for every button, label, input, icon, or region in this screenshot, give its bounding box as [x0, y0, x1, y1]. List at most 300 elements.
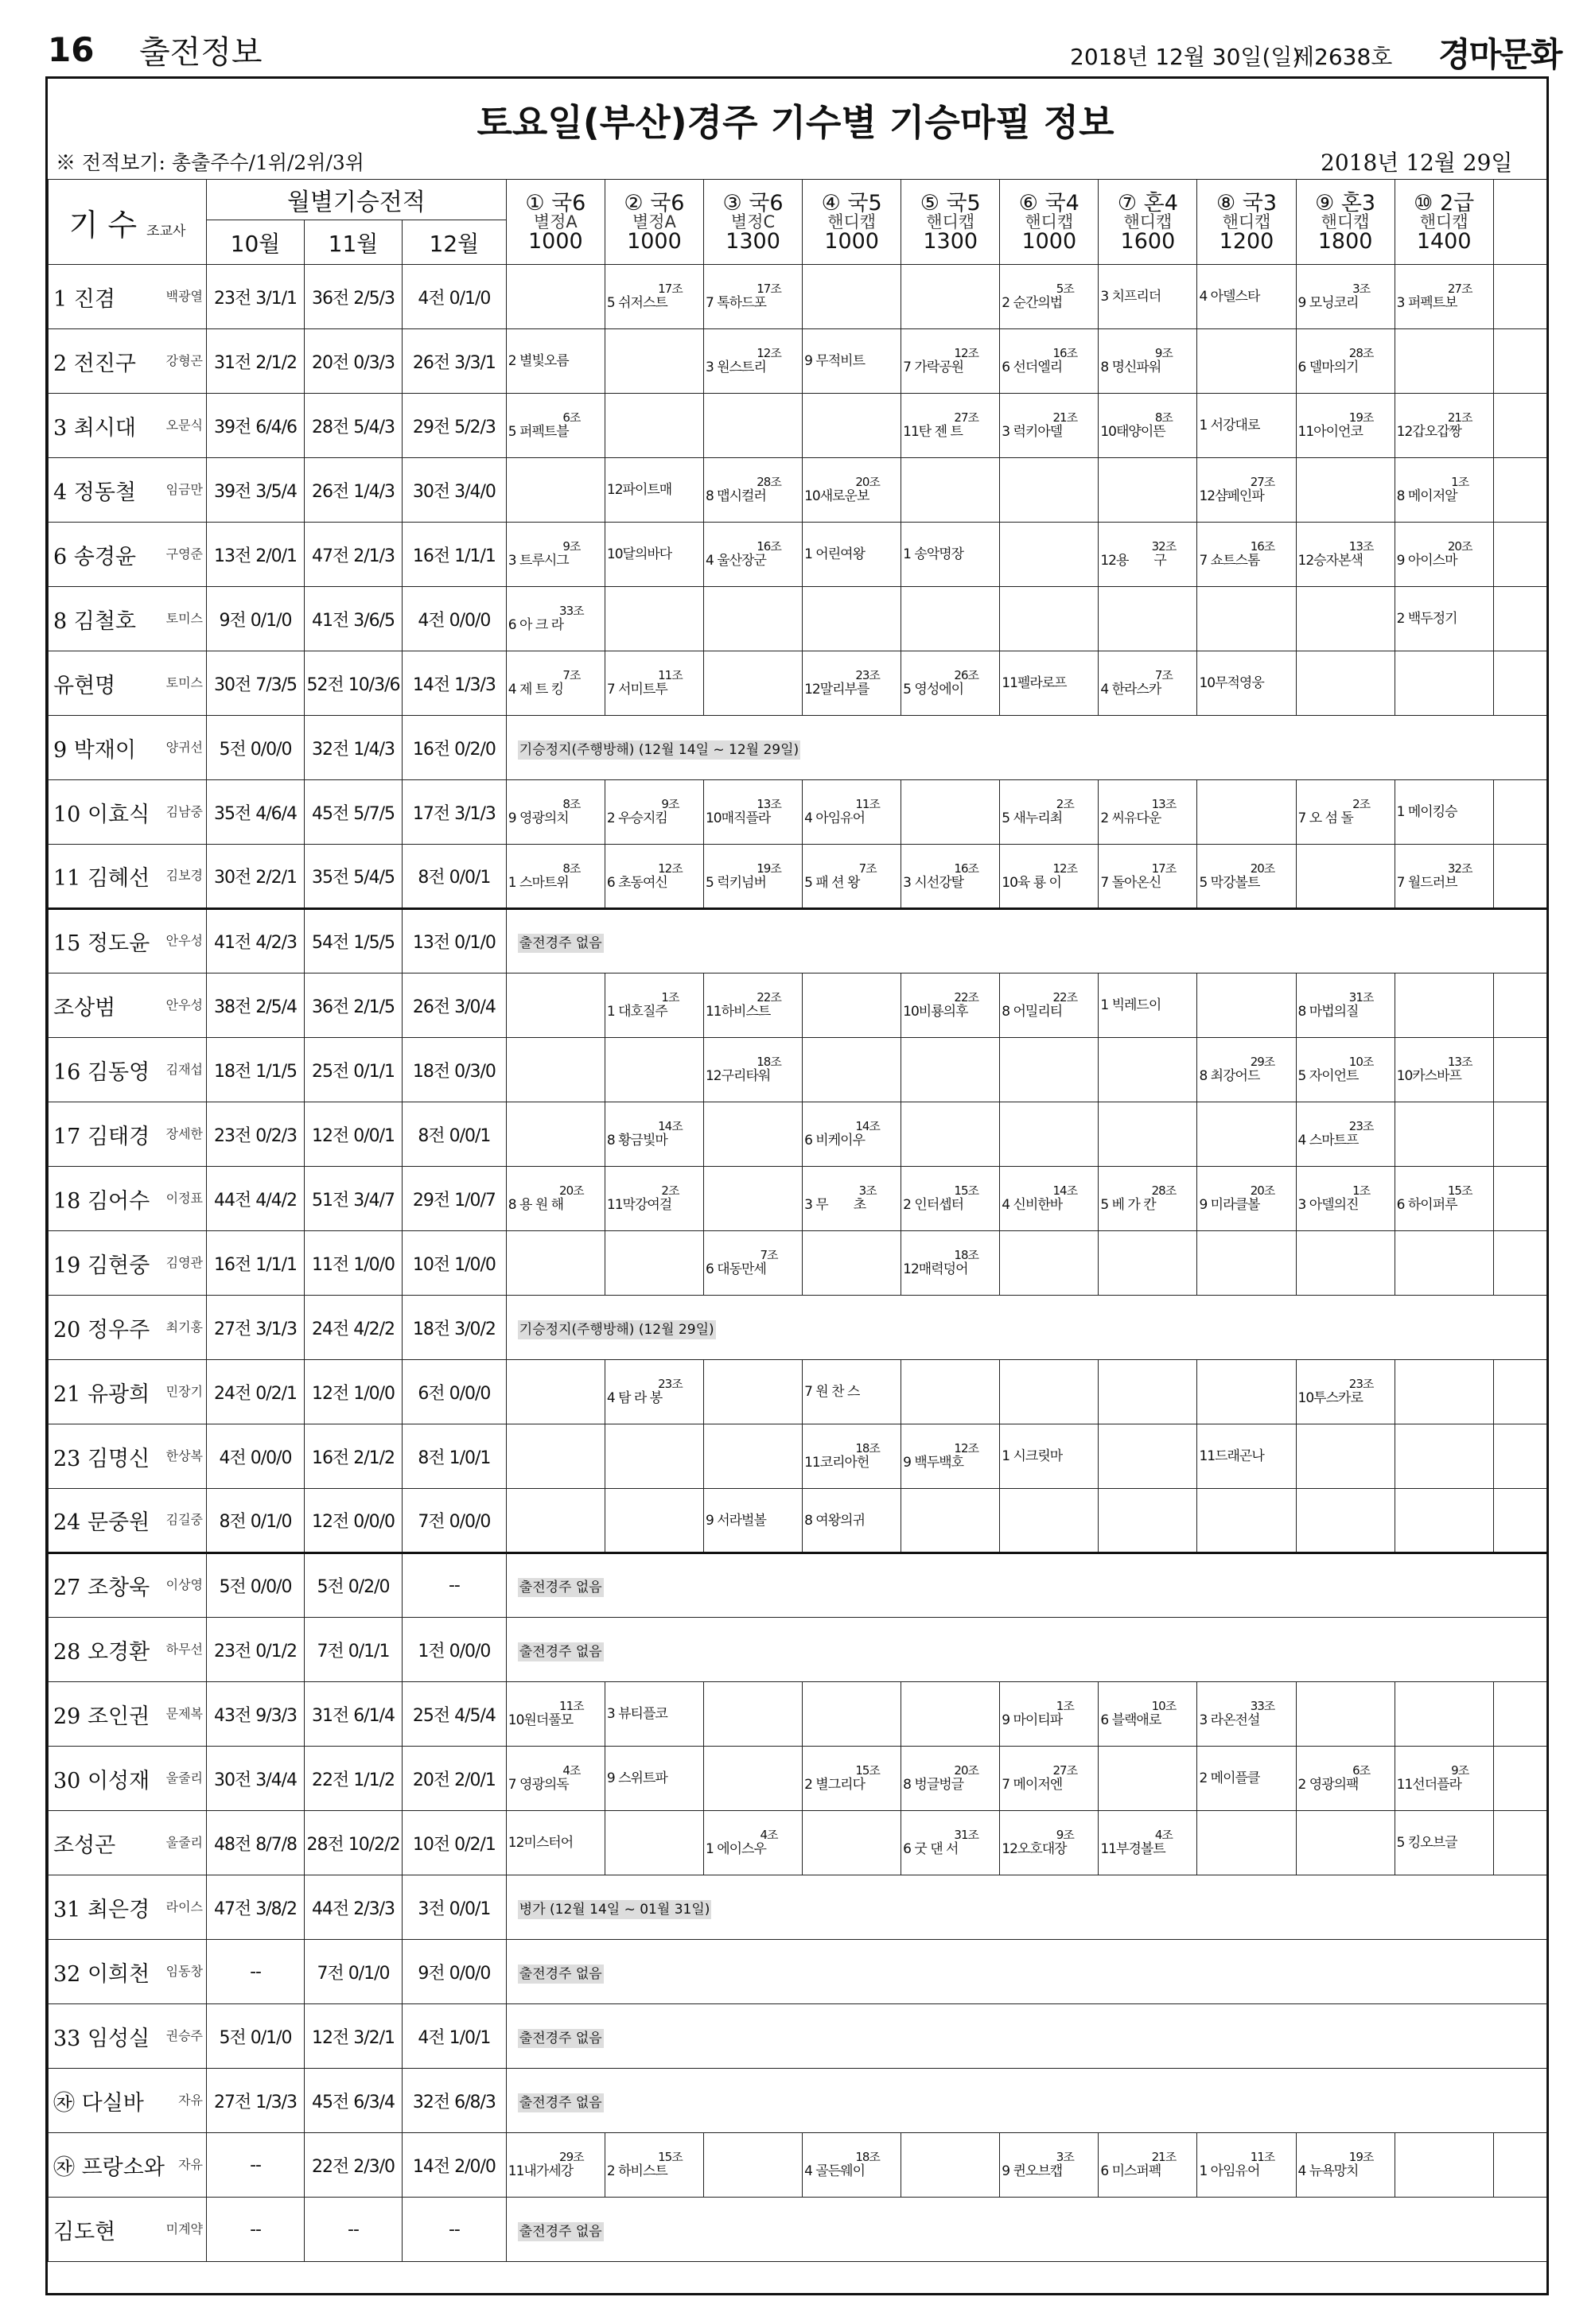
race-entry-cell	[803, 1038, 901, 1102]
horse-name: 9 무적비트	[804, 353, 865, 369]
trainer-name: 안우성	[165, 997, 204, 1012]
race-entry-cell	[605, 1167, 703, 1231]
trainer-name: 문제복	[165, 1705, 204, 1721]
race-entry-cell	[1296, 587, 1395, 651]
status-note: 출전경주 없음	[519, 1965, 602, 1982]
race-entry-cell	[803, 1102, 901, 1167]
horse-name: 10투스카로	[1297, 1390, 1363, 1406]
record-nov: 12전 0/0/0	[305, 1489, 403, 1553]
horse-name: 12말리부를	[804, 682, 869, 698]
gate-group: 3조	[1352, 282, 1371, 296]
horse-name: 5 킹오브글	[1396, 1835, 1457, 1851]
gate-group: 16조	[1052, 346, 1078, 360]
race-entry-cell	[901, 1167, 1000, 1231]
race-entry-cell	[1296, 523, 1395, 587]
gate-group: 16조	[1250, 539, 1275, 554]
record-dec: --	[402, 2198, 506, 2262]
record-oct: 27전 3/1/3	[207, 1296, 305, 1360]
race-entry-cell	[901, 394, 1000, 458]
horse-name: 11선더플라	[1396, 1777, 1461, 1793]
horse-name: 3 럭키아델	[1002, 424, 1063, 440]
race-header-5	[901, 180, 1000, 265]
gate-group: 10조	[1348, 1055, 1374, 1069]
horse-name: 3 라온전설	[1199, 1712, 1260, 1728]
horse-name: 5 자이언트	[1297, 1068, 1359, 1084]
horse-name: 1 어린여왕	[804, 546, 865, 562]
race-entry-cell	[1197, 1811, 1296, 1875]
jockey-name-cell	[49, 2198, 207, 2262]
race-entry-cell	[506, 651, 605, 716]
horse-name: 7 톡하드포	[705, 295, 766, 311]
record-oct: --	[207, 2133, 305, 2198]
race-entry-cell	[506, 1811, 605, 1875]
gate-group: 32조	[1151, 539, 1177, 554]
race-entry-cell	[1197, 780, 1296, 845]
horse-name: 8 메이저알	[1396, 488, 1457, 504]
race-dist: 1000	[527, 228, 583, 254]
race-dist: 1200	[1219, 228, 1274, 254]
jockey-name-cell	[49, 1747, 207, 1811]
race-entry-cell	[506, 974, 605, 1038]
race-entry-cell	[901, 1360, 1000, 1424]
race-entry-cell	[1296, 1747, 1395, 1811]
record-oct: 23전 3/1/1	[207, 265, 305, 329]
race-entry-cell	[1296, 394, 1395, 458]
record-oct: 31전 2/1/2	[207, 329, 305, 394]
race-entry-cell	[1099, 1360, 1197, 1424]
jockey-name: 24 문중원	[53, 1510, 150, 1535]
horse-name: 12구리타워	[705, 1068, 771, 1084]
gate-group: 22조	[1052, 990, 1078, 1005]
race-entry-cell	[1197, 1167, 1296, 1231]
race-entry-cell	[1395, 458, 1493, 523]
race-entry-cell	[506, 458, 605, 523]
race-entry-cell	[1296, 651, 1395, 716]
jockey-name-cell	[49, 458, 207, 523]
horse-name: 8 황금빛마	[606, 1133, 667, 1148]
record-nov: 16전 2/1/2	[305, 1424, 403, 1489]
race-entry-cell	[506, 1231, 605, 1296]
horse-name: 5 퍼펙트블	[508, 424, 569, 440]
gate-group: 21조	[1151, 2150, 1177, 2164]
horse-name: 8 여왕의귀	[804, 1512, 865, 1529]
gate-group: 13조	[757, 797, 781, 811]
race-entry-cell	[1000, 780, 1099, 845]
race-entry-cell	[1099, 394, 1197, 458]
status-note-cell	[506, 2198, 1546, 2262]
blank-cell	[1493, 394, 1546, 458]
record-oct: 47전 3/8/2	[207, 1875, 305, 1940]
page-number: 16	[48, 30, 95, 69]
newspaper-logo: 경마문화	[1438, 35, 1562, 74]
horse-name: 11코리아헌	[804, 1455, 869, 1471]
gate-group: 28조	[1348, 346, 1374, 360]
horse-name: 7 서미트투	[606, 682, 667, 698]
gate-group: 12조	[757, 346, 781, 360]
race-entry-cell	[605, 1360, 703, 1424]
record-dec: 8전 0/0/1	[402, 1102, 506, 1167]
status-note-cell	[506, 2004, 1546, 2069]
horse-name: 1 시크릿마	[1002, 1448, 1063, 1464]
record-oct: 24전 0/2/1	[207, 1360, 305, 1424]
horse-name: 6 굿 댄 서	[903, 1841, 959, 1857]
record-dec: 32전 6/8/3	[402, 2069, 506, 2133]
race-entry-cell	[1000, 845, 1099, 909]
race-entry-cell	[506, 1682, 605, 1747]
race-entry-cell	[703, 329, 802, 394]
record-dec: 25전 4/5/4	[402, 1682, 506, 1747]
table-row	[49, 587, 1547, 651]
jockey-name-cell	[49, 1102, 207, 1167]
record-nov: 28전 10/2/2	[305, 1811, 403, 1875]
gate-group: 27조	[954, 410, 978, 425]
jockey-name: 19 김현중	[53, 1253, 150, 1278]
jockey-name: 23 김명신	[53, 1446, 150, 1471]
gate-group: 12조	[954, 346, 978, 360]
race-entry-cell	[1000, 1489, 1099, 1553]
table-row	[49, 1618, 1547, 1682]
gate-group: 9조	[1056, 1828, 1074, 1842]
record-oct: 44전 4/4/2	[207, 1167, 305, 1231]
record-nov: 51전 3/4/7	[305, 1167, 403, 1231]
record-nov: 35전 5/4/5	[305, 845, 403, 909]
status-note: 출전경주 없음	[519, 2030, 602, 2046]
trainer-name: 김재섭	[165, 1061, 204, 1077]
gate-group: 10조	[1151, 1699, 1177, 1713]
gate-group: 19조	[1348, 2150, 1374, 2164]
race-cond: 핸디캡	[1123, 212, 1173, 231]
race-entry-cell	[703, 1747, 802, 1811]
horse-name: 5 패 션 왕	[804, 874, 860, 891]
race-entry-cell	[803, 1682, 901, 1747]
race-entry-cell	[605, 394, 703, 458]
race-header-10	[1395, 180, 1493, 265]
issue-number: 제2638호	[1293, 44, 1393, 70]
record-dec: 18전 3/0/2	[402, 1296, 506, 1360]
record-nov: 12전 1/0/0	[305, 1360, 403, 1424]
horse-name: 5 영성에이	[903, 682, 964, 698]
gate-group: 13조	[1447, 1055, 1472, 1069]
race-entry-cell	[605, 1682, 703, 1747]
race-entry-cell	[605, 1747, 703, 1811]
race-entry-cell	[901, 265, 1000, 329]
status-note: 출전경주 없음	[519, 1580, 602, 1595]
race-entry-cell	[1395, 265, 1493, 329]
gate-group: 15조	[1447, 1183, 1472, 1198]
horse-name: 10육 룡 이	[1002, 874, 1061, 891]
horse-name: 12승자본색	[1297, 553, 1363, 569]
race-dist: 1000	[824, 228, 879, 254]
gate-group: 12조	[658, 861, 683, 876]
gate-group: 32조	[1447, 861, 1472, 876]
race-entry-cell	[1296, 1811, 1395, 1875]
gate-group: 1조	[1056, 1699, 1074, 1713]
race-entry-cell	[1000, 1682, 1099, 1747]
jockey-name-cell	[49, 1038, 207, 1102]
race-entry-cell	[1197, 458, 1296, 523]
jockey-name: 30 이성재	[53, 1768, 150, 1794]
race-entry-cell	[1296, 329, 1395, 394]
horse-name: 12미스터어	[508, 1835, 574, 1851]
horse-name: 3 시선강탈	[903, 874, 964, 891]
record-nov: 45전 6/3/4	[305, 2069, 403, 2133]
race-entry-cell	[703, 845, 802, 909]
race-entry-cell	[1296, 1231, 1395, 1296]
trainer-name: 자유	[178, 2156, 204, 2172]
table-row	[49, 974, 1547, 1038]
horse-name: 10비룡의후	[903, 1004, 968, 1020]
jockey-name-cell	[49, 1682, 207, 1747]
status-note: 출전경주 없음	[519, 935, 602, 951]
trainer-name: 미계약	[165, 2221, 204, 2237]
horse-name: 1 아임유어	[1199, 2163, 1260, 2179]
horse-name: 7 가락공원	[903, 359, 964, 375]
race-entry-cell	[1296, 265, 1395, 329]
race-entry-cell	[703, 651, 802, 716]
horse-name: 10새로운보	[804, 488, 869, 504]
race-entry-cell	[1395, 587, 1493, 651]
trainer-name: 한상복	[165, 1448, 204, 1463]
race-entry-cell	[1296, 1360, 1395, 1424]
jockey-name: 20 정우주	[53, 1317, 150, 1343]
record-nov: 20전 0/3/3	[305, 329, 403, 394]
gate-group: 2조	[661, 1183, 679, 1198]
jockey-rows	[49, 265, 1547, 2262]
race-entry-cell	[1000, 1424, 1099, 1489]
gate-group: 1조	[661, 990, 679, 1005]
race-entry-cell	[1296, 1038, 1395, 1102]
race-entry-cell	[605, 1811, 703, 1875]
horse-name: 4 스마트프	[1297, 1133, 1359, 1148]
record-oct: 27전 1/3/3	[207, 2069, 305, 2133]
race-entry-cell	[506, 1167, 605, 1231]
horse-name: 8 맵시컬러	[705, 488, 766, 504]
horse-name: 6 선더엘리	[1002, 359, 1063, 375]
race-entry-cell	[901, 651, 1000, 716]
horse-name: 2 하비스트	[606, 2163, 667, 2179]
race-entry-cell	[1296, 780, 1395, 845]
record-oct: --	[207, 2198, 305, 2262]
race-entry-cell	[1395, 394, 1493, 458]
race-entry-cell	[506, 329, 605, 394]
gate-group: 4조	[562, 1763, 581, 1778]
record-nov: --	[305, 2198, 403, 2262]
race-entry-cell	[1395, 1038, 1493, 1102]
jockey-name-cell	[49, 329, 207, 394]
race-entry-cell	[605, 1424, 703, 1489]
jockey-name: 17 김태경	[53, 1124, 150, 1149]
race-entry-cell	[1099, 329, 1197, 394]
horse-name: 4 아델스타	[1199, 289, 1260, 305]
record-oct: 30전 2/2/1	[207, 845, 305, 909]
race-entry-cell	[901, 329, 1000, 394]
gate-group: 9조	[1451, 1763, 1469, 1778]
race-cond: 핸디캡	[1025, 212, 1074, 231]
race-entry-cell	[803, 780, 901, 845]
gate-group: 23조	[1348, 1377, 1374, 1391]
trainer-name: 김보경	[165, 868, 204, 883]
record-dec: 6전 0/0/0	[402, 1360, 506, 1424]
publication-date: 2018년 12월 30일(일)	[1070, 44, 1301, 70]
record-oct: 23전 0/2/3	[207, 1102, 305, 1167]
blank-cell	[1493, 1102, 1546, 1167]
gate-group: 11조	[658, 668, 683, 682]
table-row	[49, 2133, 1547, 2198]
status-note: 기승정지(주행방해) (12월 14일 ~ 12월 29일)	[519, 741, 799, 758]
race-entry-cell	[1000, 458, 1099, 523]
horse-name: 9 아이스마	[1396, 553, 1457, 569]
race-entry-cell	[1197, 1424, 1296, 1489]
record-dec: 13전 0/1/0	[402, 909, 506, 974]
record-oct: 39전 6/4/6	[207, 394, 305, 458]
race-entry-cell	[703, 1102, 802, 1167]
table-row	[49, 845, 1547, 909]
race-date: 2018년 12월 29일	[1321, 150, 1513, 176]
table-row	[49, 716, 1547, 780]
month-header-nov: 11월	[305, 220, 403, 265]
race-entry-cell	[803, 394, 901, 458]
gate-group: 29조	[559, 2150, 584, 2164]
race-entry-cell	[506, 845, 605, 909]
race-entry-cell	[1395, 780, 1493, 845]
jockey-name: 1 진겸	[53, 286, 115, 312]
horse-name: 11하비스트	[705, 1004, 771, 1020]
record-nov: 22전 2/3/0	[305, 2133, 403, 2198]
trainer-name: 라이스	[165, 1898, 204, 1914]
section-title: 출전정보	[139, 34, 263, 71]
jockey-name-cell	[49, 1489, 207, 1553]
table-row	[49, 1940, 1547, 2004]
race-entry-cell	[703, 1167, 802, 1231]
horse-name: 8 어밀리티	[1002, 1004, 1063, 1020]
trainer-name: 김길중	[165, 1512, 204, 1527]
record-dec: 17전 3/1/3	[402, 780, 506, 845]
horse-name: 7 원 찬 스	[804, 1384, 860, 1400]
race-entry-cell	[605, 2133, 703, 2198]
record-dec: 4전 0/1/0	[402, 265, 506, 329]
race-entry-cell	[1296, 1167, 1395, 1231]
gate-group: 20조	[954, 1763, 978, 1778]
trainer-name: 김남중	[165, 803, 204, 819]
horse-name: 5 럭키넘버	[705, 874, 766, 891]
record-dec: 20전 2/0/1	[402, 1747, 506, 1811]
race-entry-cell	[703, 523, 802, 587]
horse-name: 11탄 젠 트	[903, 424, 963, 440]
jockey-name-cell	[49, 523, 207, 587]
horse-name: 7 오 섬 돌	[1297, 810, 1353, 826]
table-row	[49, 1875, 1547, 1940]
table-row	[49, 1811, 1547, 1875]
table-row	[49, 2069, 1547, 2133]
race-entry-cell	[703, 780, 802, 845]
race-entry-cell	[901, 458, 1000, 523]
record-dec: 26전 3/3/1	[402, 329, 506, 394]
race-entry-cell	[1099, 1747, 1197, 1811]
race-entry-cell	[703, 1811, 802, 1875]
jockey-name-cell	[49, 1424, 207, 1489]
gate-group: 18조	[954, 1248, 978, 1262]
race-entry-cell	[1395, 1167, 1493, 1231]
race-entry-cell	[1197, 845, 1296, 909]
table-row	[49, 651, 1547, 716]
gate-group: 8조	[1154, 410, 1173, 425]
race-no: ① 국6	[525, 190, 586, 216]
race-entry-cell	[703, 1360, 802, 1424]
monthly-record-header: 월별기승전적	[207, 180, 507, 220]
race-entry-cell	[1395, 1231, 1493, 1296]
race-no: ⑦ 혼4	[1117, 190, 1178, 216]
status-note-cell	[506, 1875, 1546, 1940]
gate-group: 8조	[562, 797, 581, 811]
gate-group: 7조	[562, 668, 581, 682]
race-entry-cell	[901, 523, 1000, 587]
horse-name: 6 초동여신	[606, 874, 667, 891]
race-entry-cell	[1395, 1424, 1493, 1489]
race-header-7	[1099, 180, 1197, 265]
race-entry-cell	[1000, 1811, 1099, 1875]
race-entry-cell	[1099, 651, 1197, 716]
horse-name: 4 아임유어	[804, 810, 865, 826]
record-nov: 36전 2/1/5	[305, 974, 403, 1038]
record-dec: 10전 1/0/0	[402, 1231, 506, 1296]
gate-group: 15조	[658, 2150, 683, 2164]
table-row	[49, 1424, 1547, 1489]
race-entry-cell	[1197, 265, 1296, 329]
blank-cell	[1493, 1682, 1546, 1747]
race-entry-cell	[703, 2133, 802, 2198]
race-entry-cell	[1000, 265, 1099, 329]
race-entry-cell	[803, 2133, 901, 2198]
table-row	[49, 458, 1547, 523]
race-entry-cell	[803, 1360, 901, 1424]
gate-group: 20조	[559, 1183, 584, 1198]
race-entry-cell	[1099, 2133, 1197, 2198]
horse-name: 11아이언코	[1297, 424, 1363, 440]
race-entry-cell	[803, 1489, 901, 1553]
horse-name: 2 별그리다	[804, 1777, 865, 1793]
gate-group: 16조	[757, 539, 781, 554]
trainer-name: 장세한	[165, 1125, 204, 1141]
horse-name: 6 블랙애로	[1100, 1712, 1161, 1728]
race-no: ③ 국6	[722, 190, 784, 216]
race-entry-cell	[1197, 587, 1296, 651]
gate-group: 11조	[559, 1699, 584, 1713]
blank-cell	[1493, 974, 1546, 1038]
race-entry-cell	[703, 974, 802, 1038]
horse-name: 1 에이스우	[705, 1841, 766, 1857]
gate-group: 6조	[1352, 1763, 1371, 1778]
race-entry-cell	[901, 1424, 1000, 1489]
jockey-name-cell	[49, 1875, 207, 1940]
race-entry-cell	[901, 1038, 1000, 1102]
horse-name: 8 벙글벙글	[903, 1777, 964, 1793]
race-entry-cell	[605, 523, 703, 587]
table-row	[49, 394, 1547, 458]
table-row	[49, 329, 1547, 394]
horse-name: 1 메이킹승	[1396, 804, 1457, 820]
jockey-name-cell	[49, 1360, 207, 1424]
horse-name: 10원더풀모	[508, 1712, 574, 1728]
gate-group: 7조	[858, 861, 877, 876]
race-entry-cell	[506, 2133, 605, 2198]
jockey-name: 9 박재이	[53, 737, 137, 763]
race-entry-cell	[1000, 1038, 1099, 1102]
race-entry-cell	[703, 265, 802, 329]
record-nov: 12전 3/2/1	[305, 2004, 403, 2069]
horse-name: 2 영광의팩	[1297, 1777, 1359, 1793]
race-entry-cell	[1099, 458, 1197, 523]
horse-name: 7 영광의독	[508, 1777, 569, 1793]
